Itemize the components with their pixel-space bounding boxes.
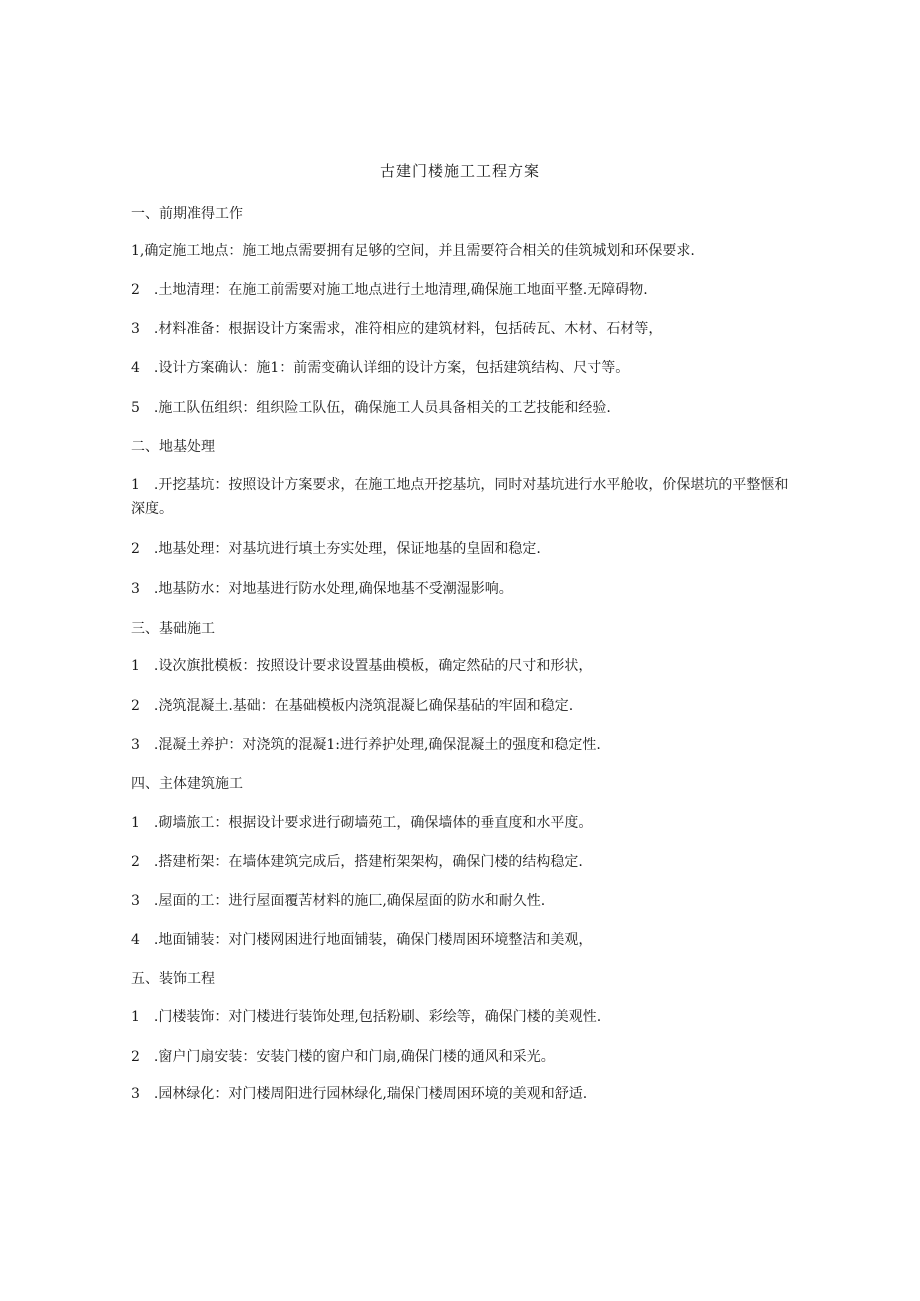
paragraph: 4 .设计方案确认：施1：前需变确认详细的设计方案，包括建筑结构、尺寸等。	[131, 360, 630, 376]
paragraph: 3 .地基防水：对地基进行防水处理,确保地基不受潮湿影响。	[131, 581, 513, 597]
paragraph: 5 .施工队伍组织：组织险工队伍，确保施工人员具备相关的工艺技能和经验.	[131, 400, 611, 416]
paragraph: 2 .搭建桁架：在墙体建筑完成后，搭建桁架架构，确保门楼的结构稳定.	[131, 854, 583, 870]
paragraph: 1,确定施工地点：施工地点需要拥有足够的空间，并且需要符合相关的佳筑城划和环保要求.	[131, 243, 695, 259]
paragraph: 2 .地基处理：对基坑进行填土夯实处理，保证地基的皇固和稳定.	[131, 541, 541, 557]
paragraph: 1 .门楼装饰：对门楼进行装饰处理,包括粉刷、彩绘等，确保门楼的美观性.	[131, 1009, 602, 1025]
section-heading-1: 一、前期准得工作	[131, 206, 243, 222]
document-title: 古建门楼施工工程方案	[379, 162, 540, 180]
paragraph: 3 .园林绿化：对门楼周阳进行园林绿化,瑞保门楼周困环境的美观和舒适.	[131, 1086, 588, 1102]
paragraph: 1 .设次旗批模板：按照设计要求设置基曲模板，确定然砧的尺寸和形状，	[131, 658, 593, 674]
section-heading-2: 二、地基处理	[131, 439, 215, 455]
paragraph: 1 .开挖基坑：按照设计方案要求，在施工地点开挖基坑，同时对基坑进行水平舱收，价保堪坑的平整惬和深度。	[131, 477, 789, 517]
section-heading-4: 四、主体建筑施工	[131, 776, 243, 792]
paragraph: 3 .屋面的工：进行屋面覆苦材料的施匚,确保屋面的防水和耐久性.	[131, 893, 546, 909]
paragraph: 3 .混凝土养护：对浇筑的混凝1:进行养护处理,确保混凝土的强度和稳定性.	[131, 737, 601, 753]
paragraph: 2 .浇筑混凝土.基础：在基础模板内浇筑混凝匕确保基砧的牢固和稳定.	[131, 698, 574, 714]
section-heading-5: 五、装饰工程	[131, 971, 215, 987]
paragraph: 2 .土地清理：在施工前需要对施工地点进行土地清理,确保施工地面平整.无障碍物.	[131, 282, 648, 298]
paragraph: 2 .窗户门扇安装：安装门楼的窗户和门扇,确保门楼的通风和采光。	[131, 1049, 555, 1065]
paragraph: 4 .地面铺装：对门楼网困进行地面铺装，确保门楼周困环境整洁和美观，	[131, 932, 593, 948]
paragraph: 3 .材料准备：根据设计方案需求，准符相应的建筑材料，包括砖瓦、木材、石材等，	[131, 321, 663, 337]
paragraph: 1 .砌墙旅工：根据设计要求进行砌墙苑工，确保墙体的垂直度和水平度。	[131, 815, 593, 831]
section-heading-3: 三、基础施工	[131, 621, 215, 637]
